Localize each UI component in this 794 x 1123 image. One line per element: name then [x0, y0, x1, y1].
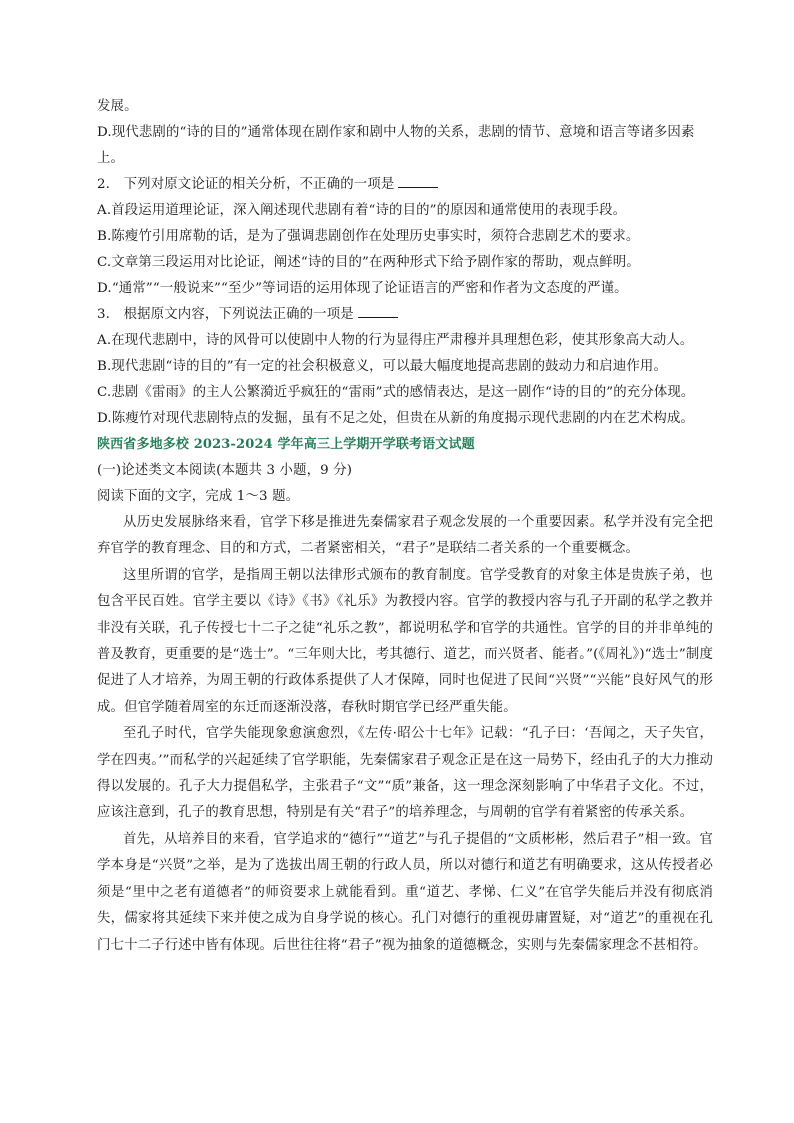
document-content [97, 94, 713, 959]
section-subheading: (一)论述类文本阅读(本题共 3 小题，9 分) [97, 463, 353, 478]
question-2-text: 2. 下列对原文论证的相关分析，不正确的一项是 [97, 177, 395, 192]
answer-blank [398, 175, 438, 188]
section-heading: 陕西省多地多校 2023-2024 学年高三上学期开学联考语文试题 [97, 437, 475, 452]
question-2-stem [97, 172, 713, 198]
question-3-option-b: B.现代悲剧“诗的目的”有一定的社会积极意义，可以最大幅度地提高悲剧的鼓动力和启迪作用。 [97, 359, 668, 374]
question-3-option-d: D.陈瘦竹对现代悲剧特点的发掘，虽有不足之处，但贵在从新的角度揭示现代悲剧的内在艺术构成。 [97, 411, 695, 426]
reading-instruction: 阅读下面的文字，完成 1～3 题。 [97, 489, 300, 504]
text-line: 发展。 [97, 99, 138, 114]
question-3-option-a: A.在现代悲剧中，诗的风骨可以使剧中人物的行为显得庄严肃穆并具理想色彩，使其形象高大动人。 [97, 333, 694, 348]
question-2-option-b: B.陈瘦竹引用席勒的话，是为了强调悲剧创作在处理历史事实时，须符合悲剧艺术的要求。 [97, 229, 640, 244]
text-line: 上。 [97, 151, 125, 166]
question-2-option-c: C.文章第三段运用对比论证，阐述“诗的目的”在两种形式下给予剧作家的帮助，观点鲜明。 [97, 255, 640, 270]
question-3-stem [97, 302, 713, 328]
article-paragraph-1: 从历史发展脉络来看，官学下移是推进先秦儒家君子观念发展的一个重要因素。私学并没有完全把弃官学的教育理念、目的和方式，二者紧密相关，“君子”是联结二者关系的一个重要概念。 [97, 515, 713, 557]
question-3-text: 3. 根据原文内容，下列说法正确的一项是 [97, 307, 354, 322]
article-paragraph-4: 首先，从培养目的来看，官学追求的“德行”“道艺”与孔子提倡的“文质彬彬，然后君子”相一致。官学本身是“兴贤”之举，是为了选拔出周王朝的行政人员，所以对德行和道艺有明确要求，这从传授者必须是“里中之老有道德者”的师资要求上就能看到。重“道艺、孝悌、仁义”在官学失能后并没有彻底消失，儒家将其延续下来并使之成为自身学说的核心。孔门对德行的重视毋庸置疑，对“道艺”的重视在孔门七十二子行述中皆有体现。后世往往将“君子”视为抽象的道德概念，实则与先秦儒家理念不甚相符。 [97, 831, 713, 953]
question-2-option-d: D.“通常”“一般说来”“至少”等词语的运用体现了论证语言的严密和作者为文态度的严谨。 [97, 281, 628, 296]
article-paragraph-2: 这里所谓的官学，是指周王朝以法律形式颁布的教育制度。官学受教育的对象主体是贵族子弟，也包含平民百姓。官学主要以《诗》《书》《礼乐》为教授内容。官学的教授内容与孔子开副的私学之教并非没有关联，孔子传授七十二子之徒“礼乐之教”，都说明私学和官学的共通性。官学的目的并非单纯的普及教育，更重要的是“选士”。“三年则大比，考其德行、道艺，而兴贤者、能者。”(《周礼》)“选士”制度促进了人才培养，为周王朝的行政体系提供了人才保障，同时也促进了民间“兴贤”“兴能”良好风气的形成。但官学随着周室的东迁而逐渐没落，春秋时期官学已经严重失能。 [97, 567, 713, 715]
question-2-option-a: A.首段运用道理论证，深入阐述现代悲剧有着“诗的目的”的原因和通常使用的表现手段。 [97, 203, 627, 218]
article-paragraph-3: 至孔子时代，官学失能现象愈演愈烈，《左传·昭公十七年》记载：“孔子曰：‘吾闻之，天子失官，学在四夷。’”而私学的兴起延续了官学职能，先秦儒家君子观念正是在这一局势下，经由孔子的大力推动得以发展的。孔子大力提倡私学，主张君子“文”“质”兼备，这一理念深刻影响了中华君子文化。不过，应该注意到，孔子的教育思想，特别是有关“君子”的培养理念，与周朝的官学有着紧密的传承关系。 [97, 726, 713, 821]
answer-blank [358, 305, 398, 318]
question-3-option-c: C.悲剧《雷雨》的主人公繁漪近乎疯狂的“雷雨”式的感情表达，是这一剧作“诗的目的”的充分体现。 [97, 385, 695, 400]
option-d-line: D.现代悲剧的“诗的目的”通常体现在剧作家和剧中人物的关系，悲剧的情节、意境和语言等诸多因素 [97, 125, 695, 140]
